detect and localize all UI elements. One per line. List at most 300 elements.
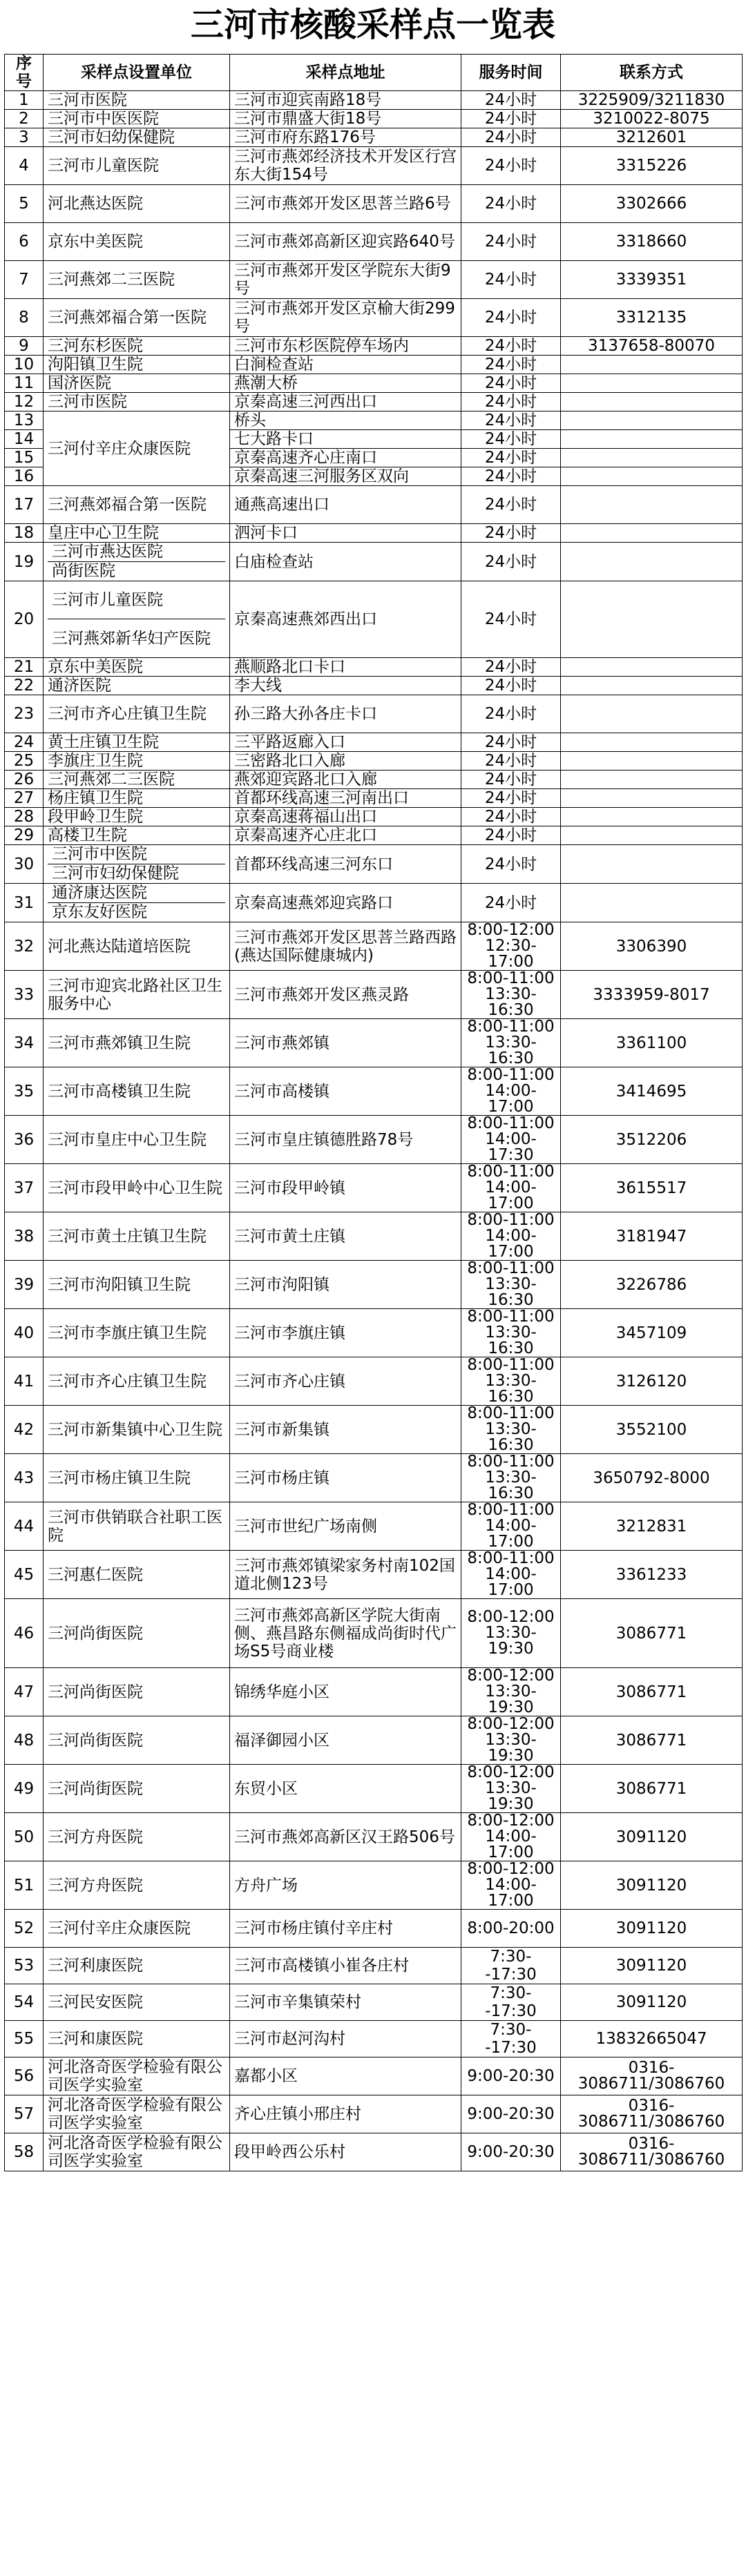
row-seq: 16	[5, 467, 44, 486]
row-unit-item: 通济康达医院	[48, 884, 225, 903]
row-contact	[561, 393, 743, 411]
row-service-time: 24小时	[461, 411, 561, 430]
row-contact: 0316-3086711/3086760	[561, 2133, 743, 2171]
row-address: 三河市齐心庄镇	[230, 1357, 461, 1406]
row-service-time: 9:00-20:30	[461, 2095, 561, 2133]
row-seq: 5	[5, 185, 44, 223]
row-service-time: 24小时	[461, 808, 561, 826]
row-address: 京秦高速三河服务区双向	[230, 467, 461, 486]
row-service-time: 24小时	[461, 91, 561, 110]
table-header-row	[5, 55, 743, 91]
row-seq: 27	[5, 789, 44, 808]
row-seq: 2	[5, 110, 44, 128]
table-row	[5, 1948, 743, 1984]
row-address: 三河市高楼镇	[230, 1067, 461, 1116]
row-contact	[561, 411, 743, 430]
row-unit	[44, 845, 230, 884]
table-row	[5, 1861, 743, 1910]
row-service-time: 8:00-12:00 12:30-17:00	[461, 922, 561, 971]
row-service-time: 24小时	[461, 299, 561, 337]
row-seq: 10	[5, 356, 44, 374]
row-contact: 3091120	[561, 1813, 743, 1861]
row-unit-item: 三河燕郊新华妇产医院	[52, 629, 211, 648]
row-unit: 三河市泃阳镇卫生院	[44, 1261, 230, 1309]
row-contact: 3615517	[561, 1164, 743, 1212]
row-seq: 29	[5, 826, 44, 845]
row-service-time: 24小时	[461, 826, 561, 845]
row-contact	[561, 677, 743, 695]
row-unit: 段甲岭卫生院	[44, 808, 230, 826]
table-row	[5, 2057, 743, 2095]
row-address: 三河市燕郊开发区思菩兰路6号	[230, 185, 461, 223]
table-row	[5, 1551, 743, 1599]
row-unit: 李旗庄卫生院	[44, 752, 230, 771]
row-contact: 3086771	[561, 1599, 743, 1668]
row-address: 三河市杨庄镇	[230, 1454, 461, 1502]
table-row	[5, 677, 743, 695]
row-address: 三河市迎宾南路18号	[230, 91, 461, 110]
row-unit: 京东中美医院	[44, 223, 230, 261]
header-service-time: 服务时间	[461, 55, 561, 91]
table-row	[5, 2095, 743, 2133]
row-seq: 20	[5, 581, 44, 658]
table-row	[5, 1765, 743, 1813]
row-seq: 1	[5, 91, 44, 110]
row-contact	[561, 374, 743, 393]
row-unit: 河北燕达陆道培医院	[44, 922, 230, 971]
row-address: 三河市辛集镇荣村	[230, 1984, 461, 2021]
table-row	[5, 884, 743, 922]
row-address: 三河市燕郊镇梁家务村南102国道北侧123号	[230, 1551, 461, 1599]
row-service-time: 24小时	[461, 185, 561, 223]
table-row	[5, 374, 743, 393]
row-address: 三河市杨庄镇付辛庄村	[230, 1910, 461, 1948]
row-contact	[561, 771, 743, 789]
row-unit-item: 三河市妇幼保健院	[52, 864, 179, 883]
row-seq: 17	[5, 486, 44, 524]
row-contact: 3225909/3211830	[561, 91, 743, 110]
row-seq: 4	[5, 147, 44, 185]
row-address: 三河市府东路176号	[230, 128, 461, 147]
header-address: 采样点地址	[230, 55, 461, 91]
row-unit: 国济医院	[44, 374, 230, 393]
sampling-sites-table	[4, 54, 743, 2171]
row-seq: 53	[5, 1948, 44, 1984]
row-contact: 3302666	[561, 185, 743, 223]
row-service-time: 24小时	[461, 337, 561, 356]
table-row	[5, 581, 743, 658]
row-service-time: 24小时	[461, 110, 561, 128]
row-contact	[561, 695, 743, 733]
row-address: 三河市燕郊开发区思菩兰路西路(燕达国际健康城内)	[230, 922, 461, 971]
row-address: 锦绣华庭小区	[230, 1668, 461, 1716]
row-unit: 皇庄中心卫生院	[44, 524, 230, 543]
row-unit: 三河市燕郊镇卫生院	[44, 1019, 230, 1067]
row-contact: 3457109	[561, 1309, 743, 1357]
row-unit: 三河市儿童医院	[44, 147, 230, 185]
row-address: 通燕高速出口	[230, 486, 461, 524]
row-seq: 23	[5, 695, 44, 733]
row-seq: 50	[5, 1813, 44, 1861]
row-unit: 三河燕郊二三医院	[44, 261, 230, 299]
row-seq: 3	[5, 128, 44, 147]
row-contact: 3361233	[561, 1551, 743, 1599]
table-row	[5, 922, 743, 971]
table-row	[5, 543, 743, 581]
row-address: 京秦高速燕郊迎宾路口	[230, 884, 461, 922]
row-seq: 46	[5, 1599, 44, 1668]
table-row	[5, 299, 743, 337]
row-service-time: 8:00-12:00 13:30-19:30	[461, 1765, 561, 1813]
row-contact: 3126120	[561, 1357, 743, 1406]
row-unit: 三河市段甲岭中心卫生院	[44, 1164, 230, 1212]
row-address: 桥头	[230, 411, 461, 430]
header-seq: 序号	[5, 55, 44, 91]
row-service-time: 7:30--17:30	[461, 2021, 561, 2057]
table-row	[5, 356, 743, 374]
table-row	[5, 1357, 743, 1406]
table-row	[5, 1984, 743, 2021]
table-row	[5, 1164, 743, 1212]
row-unit: 三河尚街医院	[44, 1668, 230, 1716]
row-seq: 34	[5, 1019, 44, 1067]
row-address: 首都环线高速三河南出口	[230, 789, 461, 808]
row-address: 三河市新集镇	[230, 1406, 461, 1454]
row-contact: 0316-3086711/3086760	[561, 2095, 743, 2133]
table-row	[5, 147, 743, 185]
row-address: 三河市世纪广场南侧	[230, 1502, 461, 1551]
table-row	[5, 2133, 743, 2171]
row-contact	[561, 467, 743, 486]
table-row	[5, 1261, 743, 1309]
table-row	[5, 1502, 743, 1551]
row-unit: 三河市皇庄中心卫生院	[44, 1116, 230, 1164]
row-service-time: 24小时	[461, 374, 561, 393]
row-address: 白涧检查站	[230, 356, 461, 374]
row-address: 福泽御园小区	[230, 1716, 461, 1765]
row-service-time: 24小时	[461, 771, 561, 789]
row-address: 三平路返廊入口	[230, 733, 461, 752]
row-address: 三河市泃阳镇	[230, 1261, 461, 1309]
row-service-time: 8:00-11:00 14:00-17:00	[461, 1164, 561, 1212]
row-seq: 37	[5, 1164, 44, 1212]
row-contact	[561, 789, 743, 808]
row-service-time: 8:00-11:00 14:00-17:00	[461, 1212, 561, 1261]
table-row	[5, 771, 743, 789]
row-contact: 3091120	[561, 1984, 743, 2021]
table-row	[5, 128, 743, 147]
row-service-time: 8:00-11:00 13:30-16:30	[461, 971, 561, 1019]
row-contact: 0316-3086711/3086760	[561, 2057, 743, 2095]
row-unit: 河北洛奇医学检验有限公司医学实验室	[44, 2095, 230, 2133]
row-service-time: 24小时	[461, 677, 561, 695]
header-unit: 采样点设置单位	[44, 55, 230, 91]
row-unit: 三河尚街医院	[44, 1765, 230, 1813]
table-row	[5, 971, 743, 1019]
row-service-time: 8:00-11:00 14:00-17:00	[461, 1502, 561, 1551]
row-address: 三河市燕郊高新区学院大街南侧、燕昌路东侧福成尚街时代广场S5号商业楼	[230, 1599, 461, 1668]
row-seq: 40	[5, 1309, 44, 1357]
row-unit: 三河市齐心庄镇卫生院	[44, 695, 230, 733]
row-seq: 56	[5, 2057, 44, 2095]
row-service-time: 8:00-12:00 13:30-19:30	[461, 1716, 561, 1765]
table-row	[5, 223, 743, 261]
row-seq: 42	[5, 1406, 44, 1454]
table-row	[5, 845, 743, 884]
row-service-time: 24小时	[461, 789, 561, 808]
table-row	[5, 658, 743, 677]
row-address: 李大线	[230, 677, 461, 695]
row-unit: 三河付辛庄众康医院	[44, 1910, 230, 1948]
row-service-time: 8:00-11:00 13:30-16:30	[461, 1019, 561, 1067]
row-service-time: 24小时	[461, 752, 561, 771]
table-row	[5, 1668, 743, 1716]
row-contact	[561, 733, 743, 752]
row-unit: 三河市供销联合社职工医院	[44, 1502, 230, 1551]
row-seq: 54	[5, 1984, 44, 2021]
row-service-time: 8:00-12:00 13:30-19:30	[461, 1599, 561, 1668]
row-service-time: 8:00-11:00 13:30-16:30	[461, 1357, 561, 1406]
table-row	[5, 486, 743, 524]
row-contact: 3091120	[561, 1948, 743, 1984]
row-address: 方舟广场	[230, 1861, 461, 1910]
row-contact	[561, 581, 743, 658]
row-contact: 3650792-8000	[561, 1454, 743, 1502]
row-service-time: 9:00-20:30	[461, 2133, 561, 2171]
row-contact: 3312135	[561, 299, 743, 337]
row-address: 三河市黄土庄镇	[230, 1212, 461, 1261]
row-contact: 3361100	[561, 1019, 743, 1067]
row-address: 齐心庄镇小邢庄村	[230, 2095, 461, 2133]
row-contact: 3333959-8017	[561, 971, 743, 1019]
table-row	[5, 2021, 743, 2057]
row-seq: 32	[5, 922, 44, 971]
row-service-time: 24小时	[461, 128, 561, 147]
row-service-time: 24小时	[461, 658, 561, 677]
row-seq: 13	[5, 411, 44, 430]
row-service-time: 8:00-20:00	[461, 1910, 561, 1948]
table-row	[5, 1813, 743, 1861]
table-row	[5, 1067, 743, 1116]
table-row	[5, 1116, 743, 1164]
row-address: 孙三路大孙各庄卡口	[230, 695, 461, 733]
row-contact: 3212601	[561, 128, 743, 147]
table-row	[5, 1406, 743, 1454]
row-contact: 3086771	[561, 1765, 743, 1813]
row-unit: 三河市中医医院	[44, 110, 230, 128]
row-unit: 三河市杨庄镇卫生院	[44, 1454, 230, 1502]
row-unit: 三河市高楼镇卫生院	[44, 1067, 230, 1116]
row-seq: 41	[5, 1357, 44, 1406]
row-unit: 三河惠仁医院	[44, 1551, 230, 1599]
row-unit: 三河民安医院	[44, 1984, 230, 2021]
row-service-time: 8:00-11:00 14:00-17:00	[461, 1551, 561, 1599]
table-row	[5, 524, 743, 543]
row-seq: 33	[5, 971, 44, 1019]
row-address: 燕郊迎宾路北口入廊	[230, 771, 461, 789]
row-unit: 三河燕郊二三医院	[44, 771, 230, 789]
table-row	[5, 261, 743, 299]
row-address: 京秦高速齐心庄南口	[230, 449, 461, 467]
table-row	[5, 1309, 743, 1357]
row-address: 京秦高速燕郊西出口	[230, 581, 461, 658]
row-contact	[561, 524, 743, 543]
row-seq: 26	[5, 771, 44, 789]
row-contact	[561, 808, 743, 826]
row-contact	[561, 486, 743, 524]
table-row	[5, 91, 743, 110]
row-contact: 3226786	[561, 1261, 743, 1309]
table-row	[5, 110, 743, 128]
row-seq: 25	[5, 752, 44, 771]
table-row	[5, 337, 743, 356]
row-service-time: 8:00-12:00 14:00-17:00	[461, 1861, 561, 1910]
row-unit: 黄土庄镇卫生院	[44, 733, 230, 752]
row-unit: 三河市李旗庄镇卫生院	[44, 1309, 230, 1357]
row-contact: 3212831	[561, 1502, 743, 1551]
row-address: 三河市鼎盛大街18号	[230, 110, 461, 128]
row-unit: 三河东杉医院	[44, 337, 230, 356]
row-unit: 三河方舟医院	[44, 1861, 230, 1910]
row-seq: 6	[5, 223, 44, 261]
row-address: 东贸小区	[230, 1765, 461, 1813]
table-row	[5, 393, 743, 411]
row-seq: 49	[5, 1765, 44, 1813]
row-contact: 3512206	[561, 1116, 743, 1164]
table-row	[5, 1454, 743, 1502]
row-address: 燕潮大桥	[230, 374, 461, 393]
row-unit: 三河市齐心庄镇卫生院	[44, 1357, 230, 1406]
row-contact: 3552100	[561, 1406, 743, 1454]
row-contact: 3181947	[561, 1212, 743, 1261]
row-service-time: 24小时	[461, 223, 561, 261]
row-unit: 三河付辛庄众康医院	[44, 411, 230, 486]
row-service-time: 8:00-11:00 13:30-16:30	[461, 1261, 561, 1309]
row-contact: 13832665047	[561, 2021, 743, 2057]
row-address: 三河市燕郊高新区汉王路506号	[230, 1813, 461, 1861]
row-seq: 22	[5, 677, 44, 695]
row-address: 七大路卡口	[230, 430, 461, 449]
row-unit: 三河市医院	[44, 393, 230, 411]
table-body	[5, 91, 743, 2171]
row-address: 三河市燕郊经济技术开发区行宫东大街154号	[230, 147, 461, 185]
row-unit	[44, 884, 230, 922]
row-unit: 三河燕郊福合第一医院	[44, 299, 230, 337]
row-seq: 45	[5, 1551, 44, 1599]
row-service-time: 24小时	[461, 581, 561, 658]
row-service-time: 24小时	[461, 261, 561, 299]
row-service-time: 24小时	[461, 486, 561, 524]
row-address: 白庙检查站	[230, 543, 461, 581]
table-row	[5, 185, 743, 223]
row-contact	[561, 658, 743, 677]
row-address: 三河市段甲岭镇	[230, 1164, 461, 1212]
row-seq: 15	[5, 449, 44, 467]
row-address: 三河市燕郊镇	[230, 1019, 461, 1067]
header-contact: 联系方式	[561, 55, 743, 91]
row-service-time: 24小时	[461, 449, 561, 467]
row-service-time: 8:00-12:00 14:00-17:00	[461, 1813, 561, 1861]
row-seq: 11	[5, 374, 44, 393]
row-service-time: 24小时	[461, 467, 561, 486]
row-unit: 三河市黄土庄镇卫生院	[44, 1212, 230, 1261]
row-unit-item: 三河市儿童医院	[48, 581, 225, 619]
row-address: 嘉都小区	[230, 2057, 461, 2095]
row-contact: 3306390	[561, 922, 743, 971]
row-contact	[561, 430, 743, 449]
row-service-time: 24小时	[461, 393, 561, 411]
row-unit: 三河市迎宾北路社区卫生服务中心	[44, 971, 230, 1019]
row-seq: 19	[5, 543, 44, 581]
row-seq: 31	[5, 884, 44, 922]
row-service-time: 24小时	[461, 845, 561, 884]
page-title: 三河市核酸采样点一览表	[190, 6, 555, 44]
row-contact	[561, 826, 743, 845]
row-contact: 3315226	[561, 147, 743, 185]
row-seq: 52	[5, 1910, 44, 1948]
row-seq: 35	[5, 1067, 44, 1116]
row-unit-item: 三河市中医院	[48, 845, 225, 864]
row-address: 京秦高速蒋福山出口	[230, 808, 461, 826]
row-address: 三密路北口入廊	[230, 752, 461, 771]
row-contact	[561, 845, 743, 884]
table-row	[5, 1019, 743, 1067]
table-row	[5, 1910, 743, 1948]
row-seq: 36	[5, 1116, 44, 1164]
row-seq: 18	[5, 524, 44, 543]
row-contact: 3086771	[561, 1668, 743, 1716]
table-row	[5, 808, 743, 826]
row-seq: 38	[5, 1212, 44, 1261]
row-unit-item: 京东友好医院	[52, 903, 147, 922]
row-unit: 通济医院	[44, 677, 230, 695]
row-unit: 泃阳镇卫生院	[44, 356, 230, 374]
row-service-time: 8:00-12:00 13:30-19:30	[461, 1668, 561, 1716]
row-service-time: 8:00-11:00 14:00-17:00	[461, 1067, 561, 1116]
row-unit: 三河尚街医院	[44, 1716, 230, 1765]
row-address: 京秦高速齐心庄北口	[230, 826, 461, 845]
row-unit: 三河尚街医院	[44, 1599, 230, 1668]
row-unit	[44, 581, 230, 658]
row-service-time: 8:00-11:00 13:30-16:30	[461, 1406, 561, 1454]
row-unit: 三河市医院	[44, 91, 230, 110]
table-row	[5, 789, 743, 808]
row-service-time: 8:00-11:00 13:30-16:30	[461, 1454, 561, 1502]
row-seq: 51	[5, 1861, 44, 1910]
table-row	[5, 695, 743, 733]
row-address: 三河市皇庄镇德胜路78号	[230, 1116, 461, 1164]
row-service-time: 24小时	[461, 695, 561, 733]
row-unit-item: 三河市燕达医院	[48, 543, 225, 562]
row-service-time: 7:30--17:30	[461, 1984, 561, 2021]
row-contact	[561, 884, 743, 922]
row-service-time: 9:00-20:30	[461, 2057, 561, 2095]
row-address: 泗河卡口	[230, 524, 461, 543]
row-address: 三河市燕郊开发区燕灵路	[230, 971, 461, 1019]
row-unit: 河北燕达医院	[44, 185, 230, 223]
row-contact: 3339351	[561, 261, 743, 299]
row-seq: 47	[5, 1668, 44, 1716]
row-seq: 28	[5, 808, 44, 826]
table-row	[5, 733, 743, 752]
row-seq: 21	[5, 658, 44, 677]
row-unit: 高楼卫生院	[44, 826, 230, 845]
row-seq: 24	[5, 733, 44, 752]
row-unit: 河北洛奇医学检验有限公司医学实验室	[44, 2057, 230, 2095]
row-unit: 三河市妇幼保健院	[44, 128, 230, 147]
row-contact	[561, 752, 743, 771]
row-service-time: 24小时	[461, 524, 561, 543]
